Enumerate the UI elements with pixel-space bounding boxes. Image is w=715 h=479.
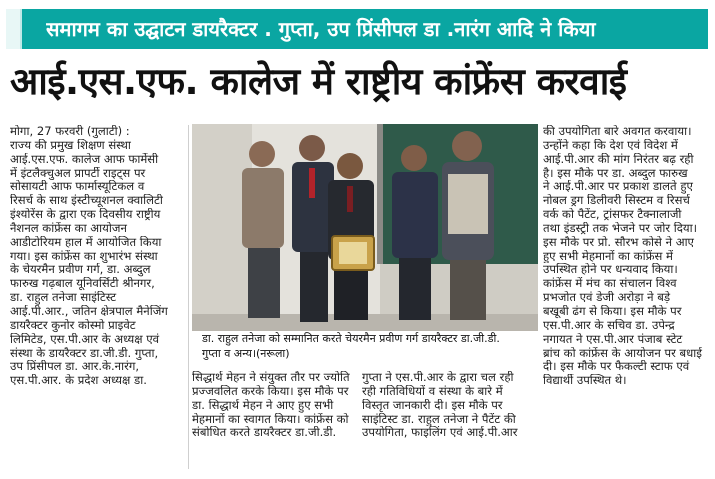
text-line: नोबल ड्रग डिलीवरी सिस्टम व रिसर्च [543, 194, 690, 208]
text-line: आई.एस.एफ. कालेज आफ फार्मेसी [10, 152, 159, 166]
text-line: आई.पी.आर., जतिन क्षेत्रपाल मैनेजिंग [10, 304, 168, 318]
text-line: विस्तृत जानकारी दी। इस मौके पर [362, 398, 503, 412]
text-line: कांफ्रेंस में मंच का संचालन विश्व [543, 277, 677, 291]
text-line: रही गतिविधियों व संस्था के बारे में [362, 384, 503, 398]
text-line: सोसायटी आफ फार्मास्यूटिकल व [10, 180, 145, 194]
text-line: है। इस मौके पर डा. अब्दुल फारुख [543, 166, 688, 180]
text-line: उपयोगिता, फाइलिंग एवं आई.पी.आर [362, 426, 518, 440]
caption-line: डा. राहुल तनेजा को सम्मानित करते चेयरमैन प्रवीण गर्ग डायरैक्टर डा.जी.डी. [202, 332, 500, 345]
text-line: प्रज्जवलित करके किया। इस मौके पर [192, 384, 349, 398]
text-line: उप प्रिंसीपल डा. आर.के.नारंग, [10, 360, 140, 374]
text-line: में इंटलैक्चुअल प्रापर्टी राइट्स पर [10, 166, 146, 180]
text-line: सिद्धार्थ मेहन ने संयुक्त तौर पर ज्योति [192, 371, 350, 384]
banner-subheadline: समागम का उद्घाटन डायरैक्टर . गुप्ता, उप प्रिंसीपल डा .नारंग आदि ने किया [46, 17, 596, 41]
article-column-3 [362, 371, 534, 440]
text-line: मोगा, 27 फरवरी (गुलाटी) : [10, 125, 130, 138]
article-column-1 [10, 125, 188, 388]
text-line: डा. सिद्धार्थ मेहन ने आए हुए सभी [192, 398, 334, 412]
text-line: ब्रांच को कांफ्रेंस के आयोजन पर बधाई [543, 346, 702, 360]
text-line: के चेयरमैन प्रवीण गर्ग, डा. अब्दुल [10, 263, 151, 277]
article-column-2 [192, 371, 354, 440]
text-line: इंश्योरेंस के द्वारा एक दिवसीय राष्ट्रीय [10, 208, 161, 222]
headline-banner [6, 9, 708, 49]
text-line: नैशनल कांफ्रेंस का आयोजन [10, 221, 127, 235]
text-line: मेहमानों का स्वागत किया। कांफ्रेंस को [192, 412, 349, 426]
text-line: इस मौके पर प्रो. सौरभ कोसे ने आए [543, 235, 694, 249]
banner-stripe-inner [20, 9, 31, 49]
text-line: वर्क को पैटेंट, ट्रांसफर टैक्नालाजी [543, 208, 682, 222]
text-line: विद्यार्थी उपस्थित थे। [543, 374, 627, 388]
text-line: गया। इस कांफ्रेंस का शुभारंभ संस्था [10, 249, 158, 263]
text-line: गुप्ता ने एस.पी.आर के द्वारा चल रही [362, 371, 514, 384]
text-line: डा. राहुल तनेजा साइंटिस्ट [10, 291, 117, 305]
text-line: तथा इंडस्ट्री तक भेजने पर जोर दिया। [543, 221, 698, 235]
text-line: लिमिटेड, एस.पी.आर के अध्यक्ष एवं [10, 332, 160, 346]
text-line: की उपयोगिता बारे अवगत करवाया। [543, 125, 692, 138]
text-line: हुए सभी मेहमानों का कांफ्रेंस में [543, 249, 673, 263]
article-column-4 [543, 125, 709, 388]
text-line: फारुख गढ़बाल यूनिवर्सिटी श्रीनगर, [10, 277, 155, 291]
text-line: एस.पी.आर के सचिव डा. उपेन्द्र [543, 318, 675, 332]
text-line: एस.पी.आर. के प्रदेश अध्यक्ष डा. [10, 374, 147, 388]
text-line: बखूबी ढंग से किया। इस मौके पर [543, 304, 682, 318]
text-line: राज्य की प्रमुख शिक्षण संस्था [10, 138, 131, 152]
text-line: संबोधित करते डायरैक्टर डा.जी.डी. [192, 426, 337, 440]
banner-stripe [6, 9, 20, 49]
text-line: आई.पी.आर की मांग निरंतर बढ़ रही [543, 152, 694, 166]
photo-illustration [192, 124, 538, 331]
text-line: संस्था के डायरैक्टर डा.जी.डी. गुप्ता, [10, 346, 159, 360]
text-line: साइंटिस्ट डा. राहुल तनेजा ने पैटेंट की [362, 412, 516, 426]
text-line: प्रभजोत एवं डेजी अरोड़ा ने बड़े [543, 291, 671, 305]
text-line: उन्होंने कहा कि देश एवं विदेश में [543, 138, 678, 152]
caption-line: गुप्ता व अन्य।(नरूला) [202, 347, 290, 360]
column-divider [188, 125, 189, 469]
main-headline: आई.एस.एफ. कालेज में राष्ट्रीय कांफ्रेंस करवाई [10, 60, 627, 103]
photo-caption [192, 331, 538, 367]
text-line: ने आई.पी.आर पर प्रकाश डालते हुए [543, 180, 693, 194]
text-line: डायरैक्टर कुनोर कोस्मो प्राइवेट [10, 318, 136, 332]
text-line: रिसर्च के साथ इंस्टीच्यूशनल क्वालिटी [10, 194, 163, 208]
news-photo [192, 124, 538, 331]
text-line: आडीटोरियम हाल में आयोजित किया [10, 235, 162, 249]
text-line: उपस्थित होने पर धन्यवाद किया। [543, 263, 678, 277]
text-line: नगायत ने एस.पी.आर पंजाब स्टेट [543, 332, 683, 346]
text-line: दी। इस मौके पर फैकल्टी स्टाफ एवं [543, 360, 690, 374]
